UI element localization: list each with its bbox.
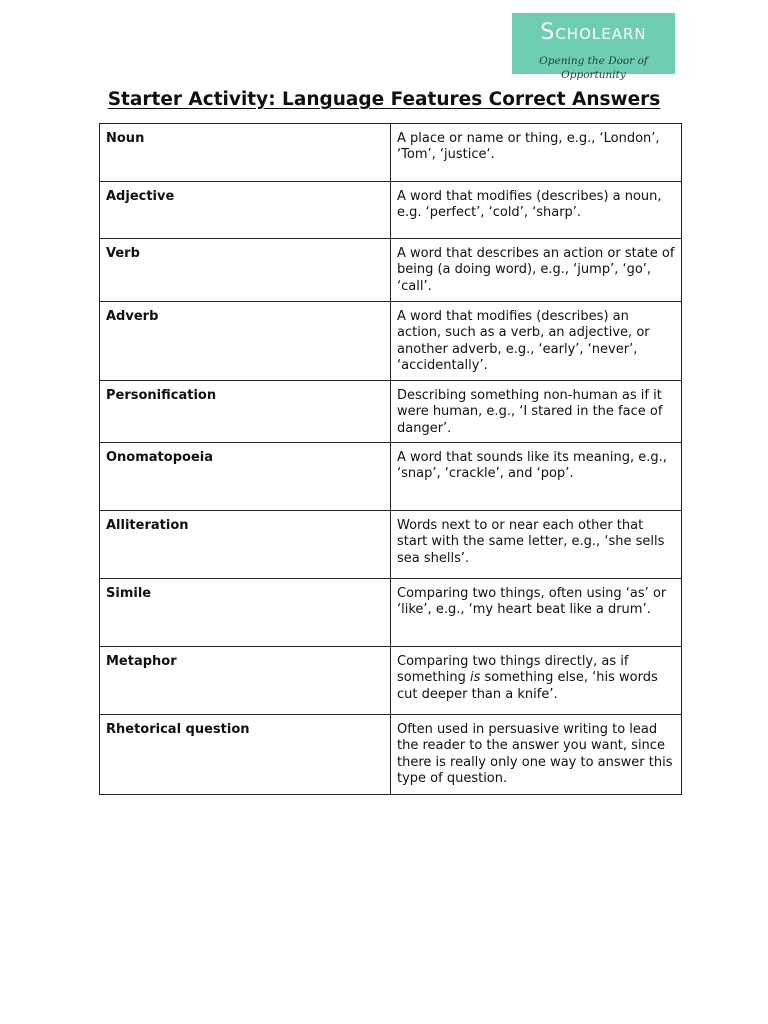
definition-cell: Words next to or near each other that start with the same letter, e.g., ‘she sells sea shells’.	[391, 511, 682, 579]
definition-cell: A word that modifies (describes) a noun, e.g. ‘perfect’, ‘cold’, ‘sharp’.	[391, 182, 682, 239]
definition-cell: A word that modifies (describes) an action, such as a verb, an adjective, or another adverb, e.g., ‘early’, ‘never’, ‘accidentally’.	[391, 302, 682, 381]
table-row	[100, 647, 682, 715]
term-cell: Rhetorical question	[100, 715, 391, 795]
term-cell: Adverb	[100, 302, 391, 381]
term-cell: Simile	[100, 579, 391, 647]
definition-cell: A place or name or thing, e.g., ‘London’, ‘Tom’, ‘justice‘.	[391, 124, 682, 182]
definition-emphasis: is	[469, 670, 481, 686]
language-features-table	[99, 123, 682, 795]
definition-cell: A word that sounds like its meaning, e.g., ‘snap’, ‘crackle’, and ‘pop’.	[391, 443, 682, 511]
scholearn-logo	[512, 13, 675, 81]
table-row	[100, 715, 682, 795]
term-cell: Alliteration	[100, 511, 391, 579]
term-cell: Adjective	[100, 182, 391, 239]
table-row	[100, 302, 682, 381]
term-cell: Personification	[100, 381, 391, 443]
definition-cell: Describing something non-human as if it were human, e.g., ‘I stared in the face of danger’.	[391, 381, 682, 443]
logo-tagline: Opening the Door of Opportunity	[539, 55, 648, 81]
page-title: Starter Activity: Language Features Correct Answers	[107, 89, 661, 110]
table-row	[100, 443, 682, 511]
logo-name: Scholearn	[540, 20, 647, 45]
definition-cell: A word that describes an action or state of being (a doing word), e.g., ‘jump’, ‘go’, ‘call’.	[391, 239, 682, 302]
term-cell: Noun	[100, 124, 391, 182]
definition-text: something else, ‘his words cut deeper than a knife’.	[397, 670, 658, 702]
definition-cell: Comparing two things, often using ‘as’ or ‘like’, e.g., ‘my heart beat like a drum’.	[391, 579, 682, 647]
table-row	[100, 579, 682, 647]
table-row	[100, 381, 682, 443]
definition-text: Comparing two things directly, as if something	[397, 654, 629, 686]
table-row	[100, 182, 682, 239]
term-cell: Onomatopoeia	[100, 443, 391, 511]
definition-cell: Often used in persuasive writing to lead the reader to the answer you want, since there is really only one way to answer this type of question.	[391, 715, 682, 795]
definition-cell	[391, 647, 682, 715]
table-row	[100, 239, 682, 302]
table-row	[100, 124, 682, 182]
term-cell: Verb	[100, 239, 391, 302]
term-cell: Metaphor	[100, 647, 391, 715]
table-row	[100, 511, 682, 579]
